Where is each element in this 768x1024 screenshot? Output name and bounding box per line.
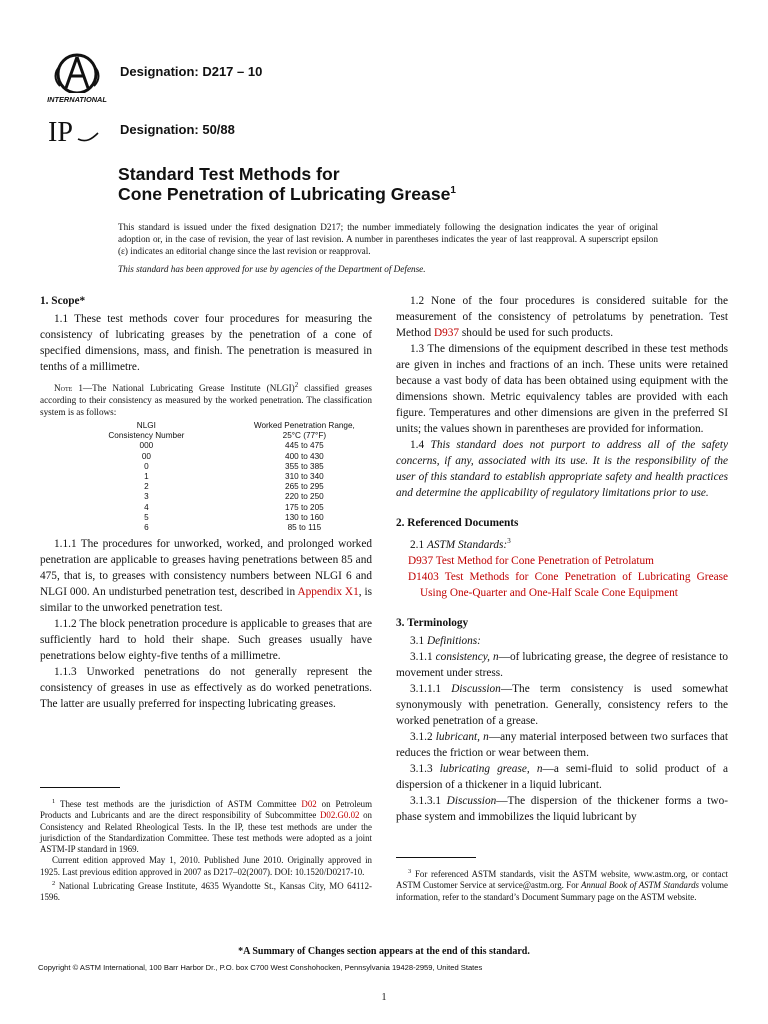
- para-3-1-3: 3.1.3 lubricating grease, n—a semi-fluid to solid product of a dispersion of a thickener in a liquid lubricant.: [396, 762, 729, 791]
- table-row: 5 130 to 160: [144, 512, 324, 522]
- ref-d1403-link[interactable]: D1403: [408, 570, 439, 583]
- table-row: 6 85 to 115: [144, 523, 322, 533]
- para-3-1-1: 3.1.1 consistency, n—of lubricating grease, the degree of resistance to movement under stress.: [396, 650, 728, 679]
- ref-d937: D937 Test Method for Cone Penetration of Petrolatum: [408, 554, 654, 567]
- footnote-divider-left: [40, 787, 120, 788]
- para-3-1-1-1: 3.1.1.1 Discussion—The term consistency is used somewhat synonymously with penetration. Generally, consistency refers to the worked penetration of a grease.: [396, 682, 729, 727]
- page-number: 1: [381, 992, 387, 1003]
- para-1-3: 1.3 The dimensions of the equipment described in these test methods are given in inches and fractions of an inch. These units were retained because a vast body of data has been obtained using equipment with the dimensions shown. Metric equivalency tables are provided with each figure. Temperatures and other dimensions are given in the preferred SI units; the values shown in parentheses are provided for information.: [396, 343, 728, 435]
- footnote-3: $^3$ For referenced ASTM standards, visit the ASTM website, www.astm.org, or contact ASTM Customer Service at service@astm.org. For Annual Book of ASTM Standards volume information, refer to the standard’s Document Summary page on the ASTM website.: [396, 868, 728, 902]
- table-row: 1 310 to 340: [144, 472, 324, 482]
- table-row: 4 175 to 205: [144, 502, 324, 512]
- para-1-1-2: 1.1.2 The block penetration procedure is applicable to greases that are sufficiently hard to hold their shape. Such greases usually have penetrations below eighty-five tenths of a millimetre.: [40, 618, 372, 663]
- appendix-x1-link[interactable]: Appendix X1: [297, 586, 359, 599]
- title-line-1: Standard Test Methods for: [118, 164, 340, 184]
- nlgi-classification-table: [96, 421, 372, 533]
- title-line-2: Cone Penetration of Lubricating Grease: [118, 184, 451, 204]
- table-row: 3 220 to 250: [144, 492, 324, 502]
- astm-logo-text: INTERNATIONAL: [47, 95, 107, 104]
- para-3-1-2: 3.1.2 lubricant, n—any material interposed between two surfaces that reduces the friction or wear between them.: [396, 730, 729, 759]
- table-row: 0 355 to 385: [144, 461, 324, 471]
- para-1-4: 1.4 This standard does not purport to address all of the safety concerns, if any, associated with its use. It is the responsibility of the user of this standard to establish appropriate safety and health practices and determine the applicability of regulatory limitations prior to use.: [396, 439, 728, 499]
- d937-link[interactable]: D937: [433, 327, 460, 339]
- table-row: 2 265 to 295: [144, 482, 324, 492]
- ref-d1403: D1403 Test Methods for Cone Penetration of Lubricating Grease Using One-Quarter and One-Half Scale Cone Equipment: [408, 570, 729, 599]
- right-column: [396, 293, 728, 825]
- table-row: 000 445 to 475: [139, 441, 324, 451]
- para-2-1: 2.1 ASTM Standards:$^3$: [410, 537, 511, 551]
- footnote-1: $^1$ These test methods are the jurisdiction of ASTM Committee D02 on Petroleum Products and Lubricants and are the direct responsibility of Subcommittee D02.G0.02 on Consistency and Related Rheological Tests. In the IP, these test methods are under the jurisdiction of the Standardization Committee. These test methods were adopted as a joint ASTM-IP standard in 1969.: [40, 798, 372, 855]
- ref-d937-link[interactable]: D937: [408, 554, 434, 567]
- footnote-1-edition: Current edition approved May 1, 2010. Published June 2010. Originally approved in 1925. Last previous edition approved in 2007 as D217–02(2007). DOI: 10.1520/D0217-10.: [40, 855, 372, 877]
- left-column: [40, 293, 372, 712]
- subcommittee-link[interactable]: D02.G0.02: [320, 810, 360, 821]
- scope-heading: 1. Scope*: [40, 295, 86, 307]
- table-row: 00 400 to 430: [141, 451, 324, 461]
- summary-of-changes-note: *A Summary of Changes section appears at the end of this standard.: [238, 946, 530, 957]
- footnotes-right: [396, 866, 728, 903]
- para-1-2: 1.2 None of the four procedures is considered suitable for the measurement of the consistency of petrolatums by penetration. Test Method D937 should be used for such products.: [396, 295, 728, 339]
- footnotes-left: [40, 796, 372, 904]
- dod-approval-statement: This standard has been approved for use by agencies of the Department of Defense.: [118, 264, 426, 274]
- referenced-documents-heading: 2. Referenced Documents: [396, 517, 519, 529]
- astm-logo: [44, 50, 110, 106]
- issuance-statement: This standard is issued under the fixed designation D217; the number immediately following the designation indicates the year of original adoption or, in the case of revision, the year of last revision. A number in parentheses indicates the year of last reapproval. A superscript epsilon (ε) indicates an editorial change since the last revision or reapproval.: [118, 222, 658, 256]
- copyright-line: Copyright © ASTM International, 100 Barr Harbor Dr., P.O. box C700 West Conshohocken, Pennsylvania 19428-2959, United States: [38, 963, 483, 972]
- designation-astm: Designation: D217 – 10: [120, 64, 263, 79]
- note-1: Note 1—The National Lubricating Grease Institute (NLGI)$^2$ classified greases according to their consistency as measured by the worked penetration. The classification system is as follows:: [40, 381, 372, 418]
- para-1-1: 1.1 These test methods cover four procedures for measuring the consistency of lubricating greases by the penetration of a cone of specified dimensions, mass, and finish. The penetration is measured in tenths of a millimetre.: [40, 313, 372, 373]
- para-3-1-3-1: 3.1.3.1 Discussion—The dispersion of the thickener forms a two-phase system and immobilizes the liquid lubricant by: [396, 794, 728, 823]
- ip-logo: [48, 117, 100, 147]
- table-header-penetration: Worked Penetration Range, 25°C (77°F): [253, 421, 355, 441]
- para-3-1: 3.1 Definitions:: [410, 634, 481, 647]
- title-footnote-ref[interactable]: 1: [450, 185, 456, 197]
- footnote-divider-right: [396, 857, 476, 858]
- para-1-1-3: 1.1.3 Unworked penetrations do not generally represent the consistency of greases in use as effectively as do worked penetrations. The latter are usually preferred for inspecting lubricating greases.: [40, 666, 372, 711]
- para-1-1-1: 1.1.1 The procedures for unworked, worked, and prolonged worked penetration are applicable to greases having penetrations between 85 and 475, that is, to greases with consistency numbers between NLGI 6 and NLGI 000. An undisturbed penetration test, described in Appendix X1, is similar to the unworked penetration test.: [40, 538, 373, 615]
- footnote-2: $^2$ National Lubricating Grease Institute, 4635 Wyandotte St., Kansas City, MO 64112-1596.: [40, 880, 372, 903]
- table-header-nlgi: NLGI Consistency Number: [108, 421, 185, 441]
- document-title: [118, 164, 456, 204]
- ip-logo-text: IP: [48, 117, 73, 147]
- committee-d02-link[interactable]: D02: [301, 798, 317, 809]
- terminology-heading: 3. Terminology: [396, 616, 469, 629]
- designation-ip: Designation: 50/88: [120, 122, 235, 137]
